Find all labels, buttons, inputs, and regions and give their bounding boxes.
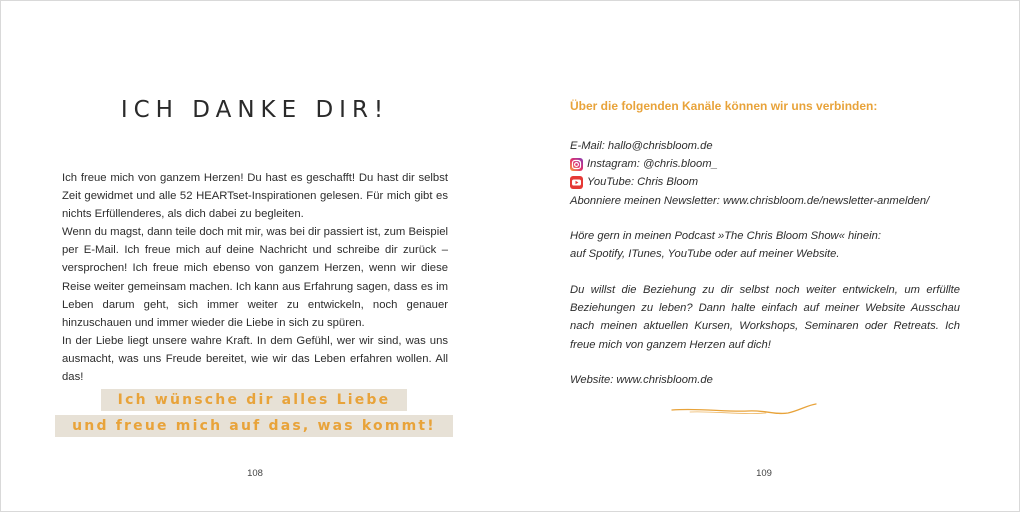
podcast-line-2: auf Spotify, ITunes, YouTube oder auf meiner Website.	[570, 248, 840, 261]
paragraph: In der Liebe liegt unsere wahre Kraft. In dem Gefühl, wer wir sind, was uns ausmacht, was uns Freude bereitet, wie wir das Leben erfahren wollen. All das!	[62, 334, 448, 384]
youtube-line[interactable]	[570, 173, 960, 191]
development-text: Du willst die Beziehung zu dir selbst noch weiter entwickeln, um erfüllte Beziehungen zu leben? Dann halte einfach auf meiner Website Ausschau nach meinen aktuellen Kursen, Workshops, Seminaren oder Retreats. Ich freue mich von ganzem Herzen auf dich!	[570, 284, 960, 351]
email-text: E-Mail: hallo@chrisbloom.de	[570, 140, 713, 152]
newsletter-text: Abonniere meinen Newsletter: www.chrisbloom.de/newsletter-anmelden/	[570, 194, 930, 207]
paragraph: Wenn du magst, dann teile doch mit mir, was bei dir passiert ist, zum Beispiel per E-Mail. Ich freue mich auf deine Nachricht und schreibe dir zurück – versprochen! Ich freue mich ebenso von ganzem Herzen, wenn wir diese Reise weiter gemeinsam machen. Ich kann aus Erfahrung sagen, dass es im Leben darum geht, sich immer weiter zu entwickeln, noch genauer hinzuschauen und immer wieder die Liebe in sich zu spüren.	[62, 226, 448, 329]
thank-you-text	[62, 169, 448, 386]
email-line[interactable]	[570, 137, 960, 155]
website-line[interactable]: Website: www.chrisbloom.de	[570, 374, 713, 386]
youtube-text: YouTube: Chris Bloom	[587, 176, 699, 189]
instagram-line[interactable]	[570, 155, 960, 173]
youtube-icon	[570, 176, 583, 189]
newsletter-line[interactable]	[570, 192, 960, 210]
page-number: 109	[756, 468, 772, 479]
page-number: 108	[247, 468, 263, 479]
instagram-icon	[570, 158, 583, 171]
right-page	[510, 0, 1020, 512]
paragraph: Ich freue mich von ganzem Herzen! Du hast es geschafft! Du hast dir selbst Zeit gewidmet und alle 52 HEARTset-Inspirationen gelesen. Für mich gibt es nichts Erfüllenderes, als dich dabei zu begleiten.	[62, 172, 448, 221]
channels-heading: Über die folgenden Kanäle können wir uns verbinden:	[570, 99, 878, 113]
highlight-line-2: und freue mich auf das, was kommt!	[55, 415, 453, 437]
page-title: ICH DANKE DIR!	[120, 97, 390, 123]
instagram-text: Instagram: @chris.bloom_	[587, 158, 718, 171]
podcast-text	[570, 227, 960, 263]
decorative-swash	[670, 399, 820, 419]
contact-list	[570, 137, 960, 210]
podcast-line-1: Höre gern in meinen Podcast »The Chris Bloom Show« hinein:	[570, 230, 881, 242]
highlight-line-1: Ich wünsche dir alles Liebe	[101, 389, 407, 411]
